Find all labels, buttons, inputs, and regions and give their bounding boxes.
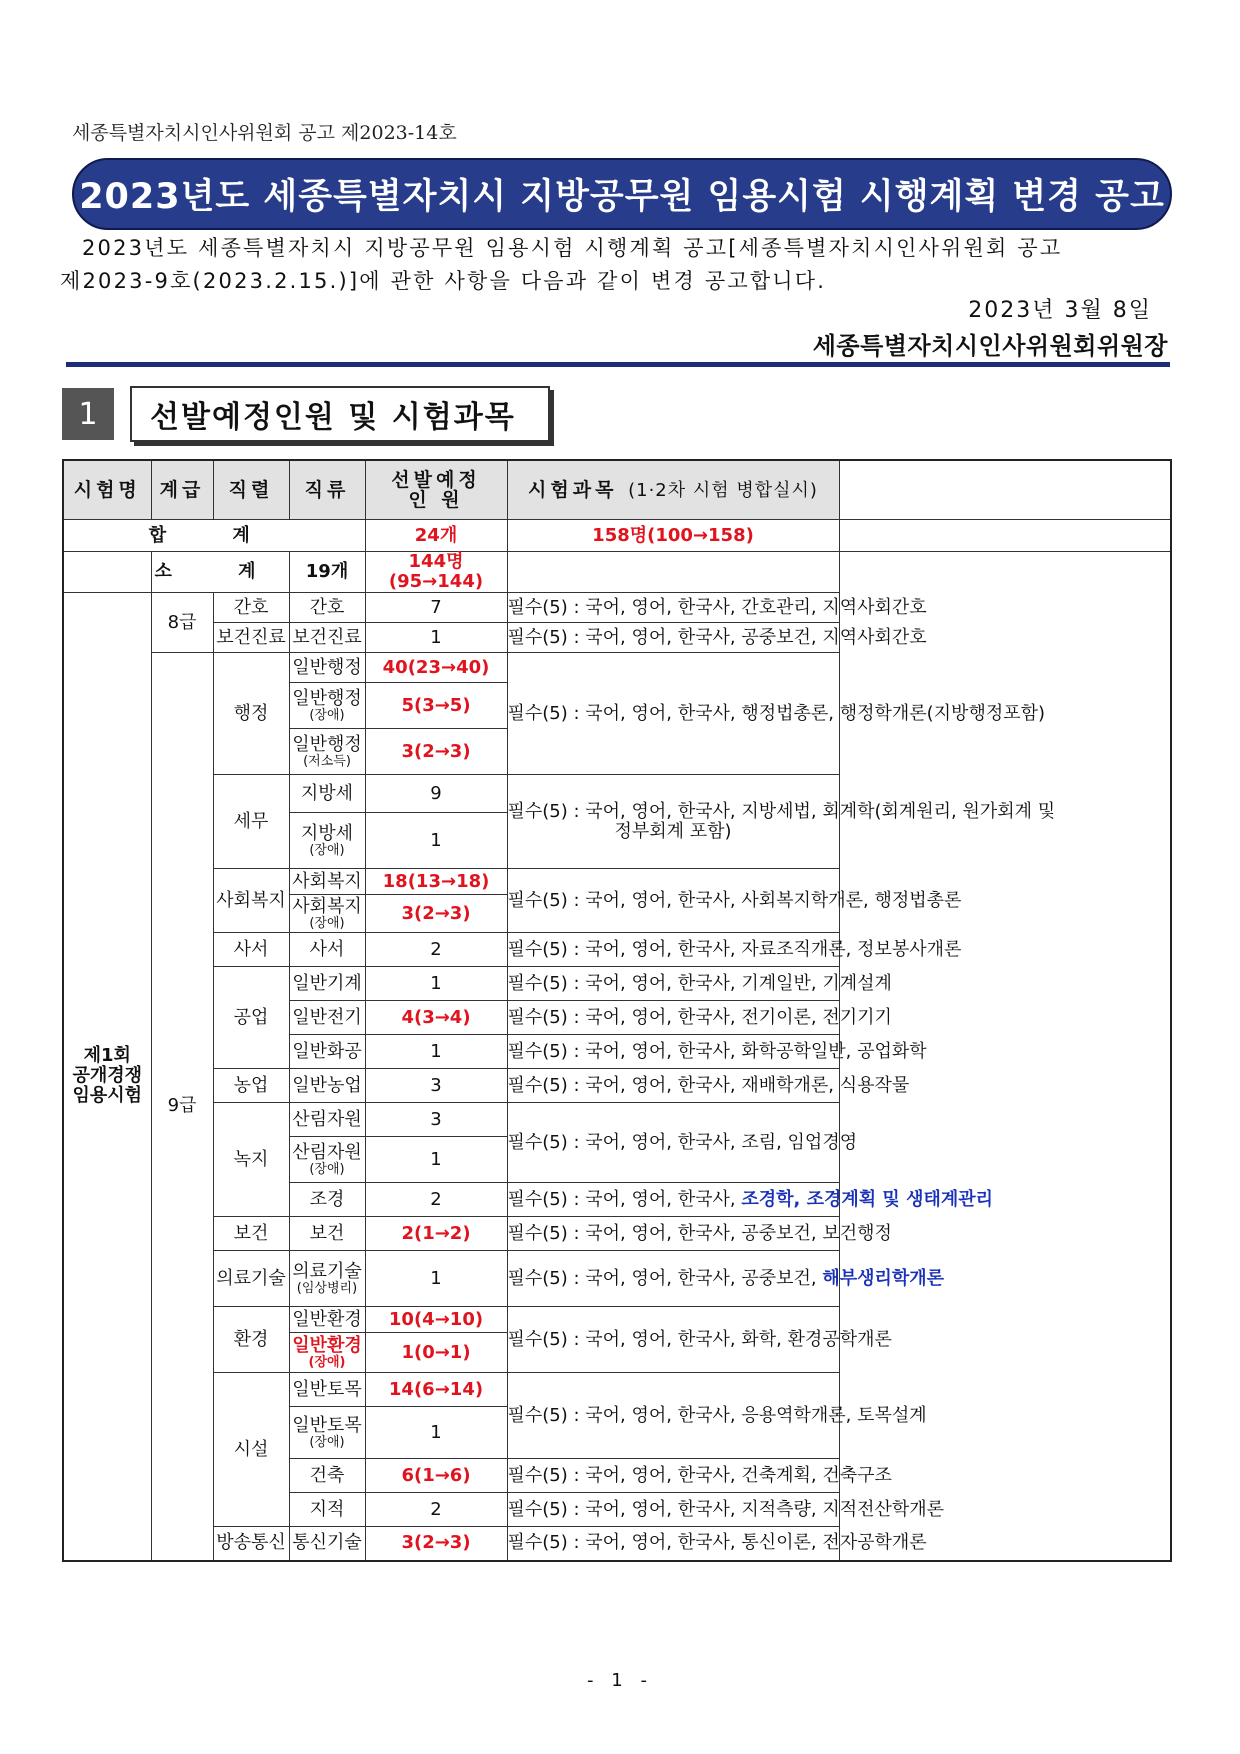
subtotal-label: 소 계 [151, 552, 289, 593]
count-cell: 14(6→14) [365, 1373, 507, 1407]
intro-line-2: 제2023-9호(2023.2.15.)]에 관한 사항을 다음과 같이 변경 공고합니다. [60, 269, 827, 293]
series-welfare: 사회복지 [213, 869, 289, 933]
series-admin: 행정 [213, 653, 289, 775]
total-subjects-empty [839, 520, 1171, 552]
series-broadcast: 방송통신 [213, 1527, 289, 1561]
subjects-cell: 필수(5) : 국어, 영어, 한국사, 지적측량, 지적전산학개론 [507, 1493, 839, 1527]
header-count-top: 선발예정 [391, 469, 481, 491]
table-header-row [63, 460, 1171, 520]
class-qualifier: (장애) [308, 1354, 346, 1370]
table-row [63, 1103, 1171, 1137]
series-env: 환경 [213, 1307, 289, 1373]
count-cell: 1 [365, 1035, 507, 1069]
class-name: 일반행정 [292, 687, 362, 709]
count-cell: 18(13→18) [365, 869, 507, 895]
class-name: 일반토목 [292, 1414, 362, 1436]
subjects-cell: 필수(5) : 국어, 영어, 한국사, 통신이론, 전자공학개론 [507, 1527, 839, 1561]
intro-line-1: 2023년도 세종특별자치시 지방공무원 임용시험 시행계획 공고[세종특별자치시인사위원회 공고 [82, 236, 1063, 260]
subjects-cell-env: 필수(5) : 국어, 영어, 한국사, 화학, 환경공학개론 [507, 1307, 839, 1373]
header-count-bottom: 인 원 [408, 489, 464, 511]
count-cell: 2 [365, 1183, 507, 1217]
count-cell: 1 [365, 1251, 507, 1307]
subtotal-classes: 19개 [289, 552, 365, 593]
count-cell: 1 [365, 967, 507, 1001]
subjects-cell: 필수(5) : 국어, 영어, 한국사, 공중보건, 지역사회간호 [507, 623, 839, 653]
subjects-common: 필수(5) : 국어, 영어, 한국사, 공중보건, [507, 1267, 823, 1289]
subjects-cell-tax [507, 775, 1056, 869]
class-qualifier: (장애) [309, 1161, 345, 1177]
grade-9: 9급 [151, 653, 213, 1561]
class-name: 일반환경 [292, 1334, 362, 1356]
header-series: 직렬 [213, 460, 289, 520]
tax-subjects-line-1: 필수(5) : 국어, 영어, 한국사, 지방세법, 회계학(회계원리, 원가회계 및 [507, 800, 1056, 822]
class-cell: 사서 [289, 933, 365, 967]
total-row [63, 520, 1171, 552]
subjects-cell: 필수(5) : 국어, 영어, 한국사, 화학공학일반, 공업화학 [507, 1035, 839, 1069]
class-qualifier: (장애) [309, 707, 345, 723]
notice-number: 세종특별자치시인사위원회 공고 제2023-14호 [72, 122, 457, 144]
count-cell: 1 [365, 813, 507, 869]
subtotal-row [63, 552, 1171, 593]
class-cell: 조경 [289, 1183, 365, 1217]
header-grade: 계급 [151, 460, 213, 520]
series-librarian: 사서 [213, 933, 289, 967]
class-qualifier: (임상병리) [296, 1280, 358, 1296]
class-cell: 일반행정 [289, 653, 365, 683]
count-cell: 10(4→10) [365, 1307, 507, 1333]
count-cell: 6(1→6) [365, 1459, 507, 1493]
header-subjects [507, 460, 839, 520]
document-title: 2023년도 세종특별자치시 지방공무원 임용시험 시행계획 변경 공고 [72, 158, 1172, 230]
class-name: 일반행정 [292, 733, 362, 755]
header-subjects-label: 시험과목 [528, 478, 618, 501]
table-row [63, 869, 1171, 895]
subjects-cell: 필수(5) : 국어, 영어, 한국사, 전기이론, 전기기기 [507, 1001, 839, 1035]
table-row [63, 775, 1171, 813]
class-cell [289, 1137, 365, 1183]
table-row [63, 653, 1171, 683]
exam-name-line-2: 공개경쟁 [72, 1065, 143, 1087]
count-cell: 9 [365, 775, 507, 813]
count-cell: 1 [365, 623, 507, 653]
subjects-cell [507, 1183, 994, 1217]
class-qualifier: (장애) [309, 842, 345, 858]
count-cell: 40(23→40) [365, 653, 507, 683]
table-row [63, 1373, 1171, 1407]
total-count: 158명(100→158) [507, 520, 839, 552]
table-row [63, 967, 1171, 1001]
count-cell: 3(2→3) [365, 1527, 507, 1561]
class-cell: 보건 [289, 1217, 365, 1251]
count-cell: 5(3→5) [365, 683, 507, 729]
subjects-cell-civil: 필수(5) : 국어, 영어, 한국사, 응용역학개론, 토목설계 [507, 1373, 839, 1459]
table-row [63, 593, 1171, 623]
page-number: - 1 - [587, 1670, 653, 1691]
count-cell: 3 [365, 1103, 507, 1137]
subjects-cell: 필수(5) : 국어, 영어, 한국사, 재배학개론, 식용작물 [507, 1069, 839, 1103]
exam-name-line-1: 제1회 [83, 1045, 131, 1067]
series-health: 보건 [213, 1217, 289, 1251]
header-exam: 시험명 [63, 460, 151, 520]
subjects-cell-welfare: 필수(5) : 국어, 영어, 한국사, 사회복지학개론, 행정법총론 [507, 869, 839, 933]
class-cell [289, 683, 365, 729]
subjects-cell-admin: 필수(5) : 국어, 영어, 한국사, 행정법총론, 행정학개론(지방행정포함) [507, 653, 839, 775]
exam-name-cell [63, 593, 151, 1561]
class-cell: 일반전기 [289, 1001, 365, 1035]
series-health-med: 보건진료 [213, 623, 289, 653]
table-row [63, 623, 1171, 653]
series-nursing: 간호 [213, 593, 289, 623]
count-cell: 1 [365, 1137, 507, 1183]
class-cell [289, 895, 365, 933]
series-tax: 세무 [213, 775, 289, 869]
count-cell: 2 [365, 1493, 507, 1527]
class-cell: 일반농업 [289, 1069, 365, 1103]
class-cell [289, 813, 365, 869]
series-industrial: 공업 [213, 967, 289, 1069]
series-medtech: 의료기술 [213, 1251, 289, 1307]
class-cell [289, 1333, 365, 1373]
section-number: 1 [62, 388, 114, 440]
table-row [63, 1069, 1171, 1103]
class-cell: 산림자원 [289, 1103, 365, 1137]
recruitment-table [62, 459, 1172, 1562]
subtotal-count: 144명(95→144) [365, 552, 507, 593]
class-name: 의료기술 [292, 1260, 362, 1282]
class-cell: 사회복지 [289, 869, 365, 895]
class-cell: 일반토목 [289, 1373, 365, 1407]
count-cell: 1 [365, 1407, 507, 1459]
count-cell: 2 [365, 933, 507, 967]
class-name: 산림자원 [292, 1141, 362, 1163]
table-row [63, 1307, 1171, 1333]
table-row [63, 1217, 1171, 1251]
class-cell: 간호 [289, 593, 365, 623]
count-cell: 2(1→2) [365, 1217, 507, 1251]
section-title: 선발예정인원 및 시험과목 [130, 386, 550, 442]
class-cell: 보건진료 [289, 623, 365, 653]
exam-name-line-3: 임용시험 [72, 1085, 143, 1107]
subjects-highlight: 조경학, 조경계획 및 생태계관리 [741, 1188, 994, 1210]
series-facility: 시설 [213, 1373, 289, 1527]
count-cell: 7 [365, 593, 507, 623]
signer: 세종특별자치시인사위원회위원장 [812, 332, 1168, 360]
header-count [365, 460, 507, 520]
series-agri: 농업 [213, 1069, 289, 1103]
class-cell: 일반화공 [289, 1035, 365, 1069]
total-label: 합 계 [63, 520, 365, 552]
header-subjects-note: (1·2차 시험 병합실시) [628, 479, 818, 501]
class-cell: 통신기술 [289, 1527, 365, 1561]
subtotal-blank [63, 552, 151, 593]
class-cell: 지방세 [289, 775, 365, 813]
class-cell [289, 729, 365, 775]
header-class: 직류 [289, 460, 365, 520]
subjects-cell: 필수(5) : 국어, 영어, 한국사, 공중보건, 보건행정 [507, 1217, 839, 1251]
count-cell: 4(3→4) [365, 1001, 507, 1035]
subjects-common: 필수(5) : 국어, 영어, 한국사, [507, 1188, 742, 1210]
count-cell: 1(0→1) [365, 1333, 507, 1373]
class-qualifier: (장애) [309, 1434, 345, 1450]
table-row [63, 1251, 1171, 1307]
notice-date: 2023년 3월 8일 [968, 298, 1152, 323]
count-cell: 3(2→3) [365, 895, 507, 933]
count-cell: 3 [365, 1069, 507, 1103]
subjects-highlight: 해부생리학개론 [822, 1267, 945, 1289]
subjects-cell [507, 1251, 945, 1307]
table-row [63, 933, 1171, 967]
subjects-cell: 필수(5) : 국어, 영어, 한국사, 자료조직개론, 정보봉사개론 [507, 933, 839, 967]
class-cell: 건축 [289, 1459, 365, 1493]
header-divider [66, 362, 1170, 367]
class-cell: 지적 [289, 1493, 365, 1527]
class-cell [289, 1407, 365, 1459]
intro-paragraph [60, 232, 1182, 298]
count-cell: 3(2→3) [365, 729, 507, 775]
class-cell: 일반기계 [289, 967, 365, 1001]
tax-subjects-line-2: 정부회계 포함) [614, 820, 732, 842]
subjects-cell-green: 필수(5) : 국어, 영어, 한국사, 조림, 임업경영 [507, 1103, 839, 1183]
class-cell [289, 1251, 365, 1307]
subjects-cell: 필수(5) : 국어, 영어, 한국사, 기계일반, 기계설계 [507, 967, 839, 1001]
subtotal-subjects-empty [507, 552, 839, 593]
subjects-cell: 필수(5) : 국어, 영어, 한국사, 건축계획, 건축구조 [507, 1459, 839, 1493]
table-row [63, 1527, 1171, 1561]
total-classes: 24개 [365, 520, 507, 552]
class-name: 지방세 [300, 822, 354, 844]
class-qualifier: (장애) [309, 915, 345, 931]
subjects-cell: 필수(5) : 국어, 영어, 한국사, 간호관리, 지역사회간호 [507, 593, 839, 623]
grade-8: 8급 [151, 593, 213, 653]
series-green: 녹지 [213, 1103, 289, 1217]
class-cell: 일반환경 [289, 1307, 365, 1333]
class-qualifier: (저소득) [303, 753, 351, 769]
class-name: 사회복지 [292, 895, 362, 917]
